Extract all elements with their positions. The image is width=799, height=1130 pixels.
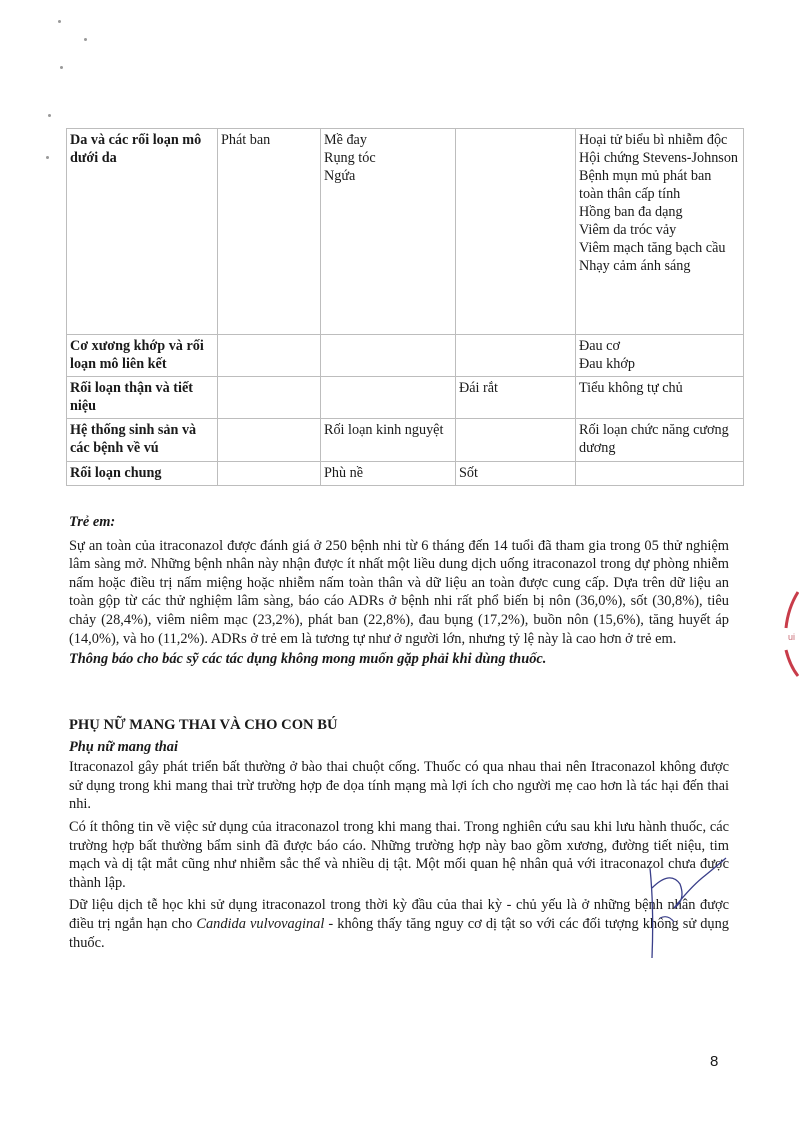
reaction-text: Viêm mạch tăng bạch cầu: [579, 240, 726, 256]
reaction-text: Phù nề: [324, 465, 364, 481]
p3-text-before: Dữ liệu dịch tễ học khi sử dụng itraconazol trong thời kỳ đầu của thai kỳ - chủ yếu là ở những bệnh nhân được điều trị ngắn hạn cho: [69, 897, 729, 932]
frequency-cell: [456, 335, 576, 377]
organ-class-cell: Hệ thống sinh sản và các bệnh về vú: [67, 419, 218, 462]
reaction-text: Ngứa: [324, 168, 356, 184]
reaction-text: Sốt: [459, 465, 478, 481]
reaction-text: Hồng ban đa dạng: [579, 204, 683, 220]
table-row: [67, 335, 744, 377]
pregnancy-paragraph-3: [69, 896, 729, 952]
pregnancy-section: [69, 716, 729, 952]
organ-class-cell: Cơ xương khớp và rối loạn mô liên kết: [67, 335, 218, 377]
frequency-cell: [576, 129, 744, 335]
handwritten-signature: [640, 848, 730, 968]
table-row: [67, 462, 744, 486]
scan-speck: [60, 66, 63, 69]
p3-italic-term: Candida vulvovaginal: [196, 915, 325, 932]
frequency-cell: [321, 419, 456, 462]
reaction-text: Viêm da tróc vảy: [579, 222, 677, 238]
pregnancy-paragraph-2: Có ít thông tin về việc sử dụng của itraconazol trong khi mang thai. Trong nghiên cứu sau khi lưu hành thuốc, các trường hợp bất thường bẩm sinh đã được báo cáo. Những trường hợp này bao gồm xương, đường tiết niệu, tim mạch và dị tật mắt cũng như nhiễm sắc thể và nhiều dị tật. Một mối quan hệ nhân quả với itraconazol chưa được thành lập.: [69, 818, 729, 891]
reaction-text: Bệnh mụn mủ phát ban toàn thân cấp tính: [579, 168, 712, 202]
table-row: [67, 419, 744, 462]
frequency-cell: [321, 129, 456, 335]
scan-speck: [46, 156, 49, 159]
scan-speck: [58, 20, 61, 23]
pregnancy-paragraph-1: Itraconazol gây phát triển bất thường ở bào thai chuột cống. Thuốc có qua nhau thai nên Itraconazol không được sử dụng trong khi mang thai trừ trường hợp đe dọa tính mạng mà lợi ích cho người mẹ cao hơn là tác hại đến thai nhi.: [69, 759, 729, 813]
frequency-cell: [321, 335, 456, 377]
reaction-text: Đái rắt: [459, 380, 498, 396]
frequency-cell: [576, 335, 744, 377]
frequency-cell: [456, 462, 576, 486]
frequency-cell: [576, 377, 744, 419]
reaction-text: Đau khớp: [579, 356, 635, 372]
frequency-cell: [218, 462, 321, 486]
reaction-text: Rối loạn kinh nguyệt: [324, 422, 444, 438]
frequency-cell: [218, 335, 321, 377]
svg-text:ui: ui: [788, 632, 796, 642]
reaction-text: Hội chứng Stevens-Johnson: [579, 150, 739, 166]
pregnancy-subheading: Phụ nữ mang thai: [69, 738, 178, 755]
frequency-cell: [456, 419, 576, 462]
children-section: [69, 513, 729, 669]
organ-class-cell: Rối loạn thận và tiết niệu: [67, 377, 218, 419]
frequency-cell: [218, 377, 321, 419]
scan-speck: [48, 114, 51, 117]
p3-text-after: - không thấy tăng nguy cơ dị tật so với các đối tượng không sử dụng thuốc.: [69, 915, 729, 951]
organ-class-cell: Rối loạn chung: [67, 462, 218, 486]
organ-class-cell: Da và các rối loạn mô dưới da: [67, 129, 218, 335]
stamp-fragment: [780, 588, 799, 678]
reaction-text: Nhạy cảm ánh sáng: [579, 258, 691, 274]
reaction-text: Mề đay: [324, 132, 367, 148]
frequency-cell: [456, 129, 576, 335]
frequency-cell: [321, 377, 456, 419]
adverse-reactions-table: [66, 128, 744, 486]
table-row: [67, 377, 744, 419]
frequency-cell: [218, 129, 321, 335]
children-paragraph: Sự an toàn của itraconazol được đánh giá ở 250 bệnh nhi từ 6 tháng đến 14 tuổi đã tham gia trong 05 thử nghiệm lâm sàng mở. Những bệnh nhân này nhận được ít nhất một liều dung dịch uống itraconazol trong dự phòng nhiễm nấm hoặc điều trị nấm miệng hoặc nhiễm nấm toàn thân và dữ liệu an toàn được cung cấp. Dựa trên dữ liệu an toàn gộp từ các thử nghiệm lâm sàng, báo cáo ADRs ở bệnh nhi rất phổ biến bị nôn (36,0%), sốt (30,8%), tiêu chảy (28,4%), viêm niêm mạc (23,2%), phát ban (22,8%), đau bụng (17,2%), buồn nôn (15,6%), tăng huyết áp (14,0%), và ho (11,2%). ADRs ở trẻ em là tương tự như ở người lớn, nhưng tỷ lệ này là cao hơn ở trẻ em.: [69, 537, 729, 647]
frequency-cell: [576, 462, 744, 486]
reaction-text: Rụng tóc: [324, 150, 376, 166]
frequency-cell: [218, 419, 321, 462]
frequency-cell: [321, 462, 456, 486]
reaction-text: Hoại tử biểu bì nhiễm độc: [579, 132, 728, 148]
reaction-text: Rối loạn chức năng cương dương: [579, 422, 729, 456]
reaction-text: Phát ban: [221, 132, 271, 148]
frequency-cell: [456, 377, 576, 419]
section-heading: PHỤ NỮ MANG THAI VÀ CHO CON BÚ: [69, 717, 338, 733]
children-label: Trẻ em:: [69, 514, 116, 530]
reaction-text: Đau cơ: [579, 338, 620, 354]
table-row: [67, 129, 744, 335]
page-number: 8: [710, 1053, 719, 1070]
doctor-notice: Thông báo cho bác sỹ các tác dụng không mong muốn gặp phải khi dùng thuốc.: [69, 651, 547, 668]
frequency-cell: [576, 419, 744, 462]
reaction-text: Tiểu không tự chủ: [579, 380, 683, 396]
scan-speck: [84, 38, 87, 41]
